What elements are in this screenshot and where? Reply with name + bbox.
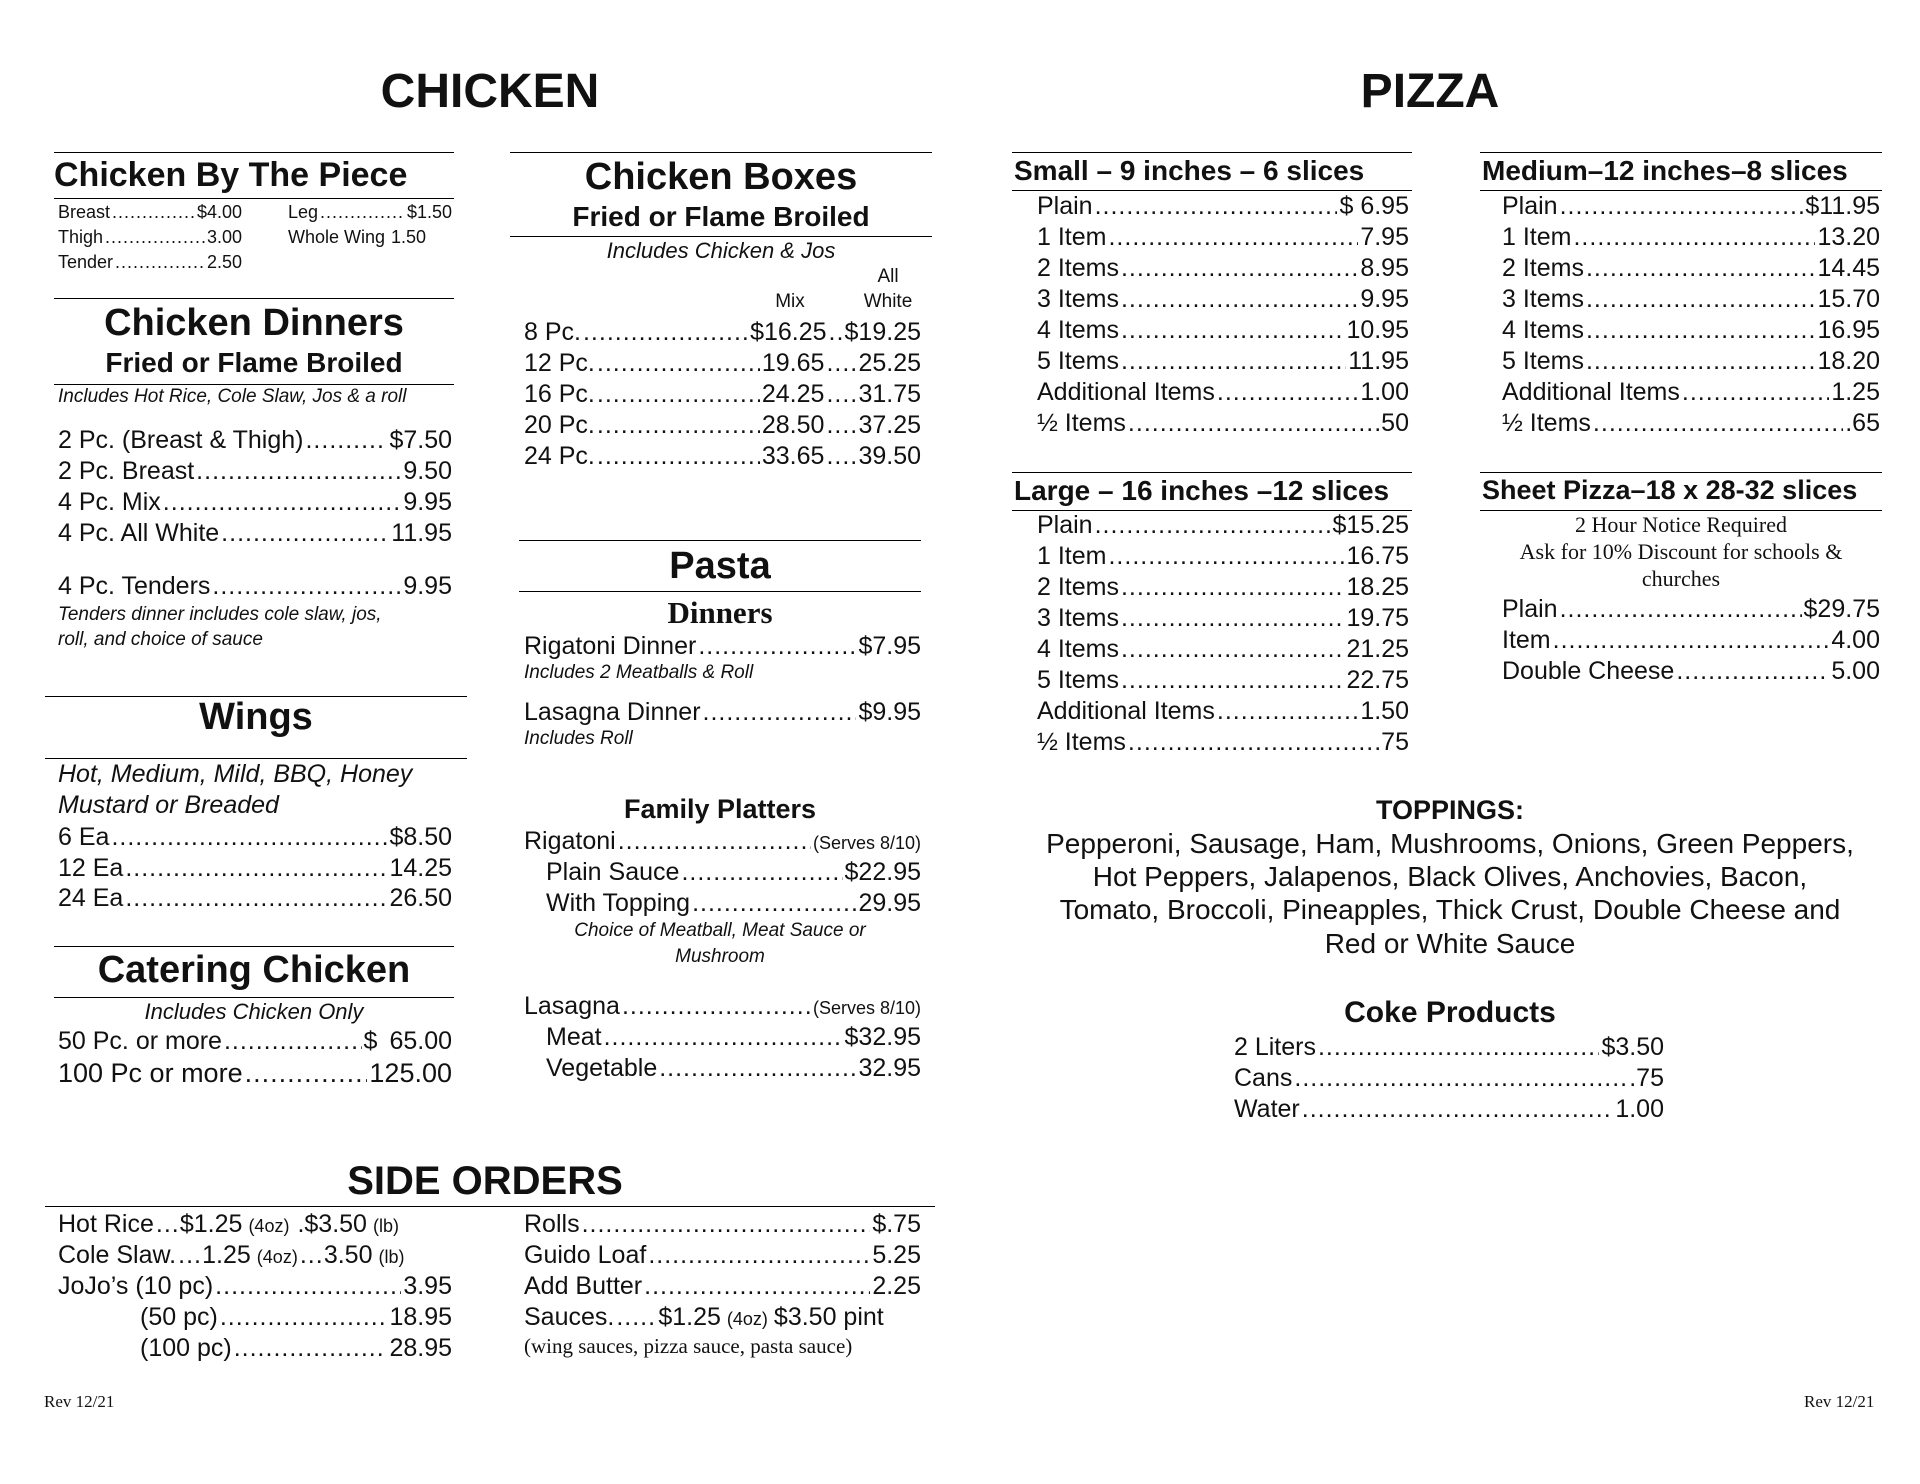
menu-item: With Topping ..... 29.95	[546, 889, 921, 918]
column-header-white: White	[863, 291, 913, 312]
menu-item: (50 pc) ..... 18.95	[140, 1303, 452, 1332]
pizza-medium-title: Medium–12 inches–8 slices	[1482, 155, 1848, 186]
menu-item: 24 Ea ..... 26.50	[58, 884, 452, 913]
menu-item: 2 Liters ..... $3.50	[1234, 1033, 1664, 1062]
divider	[1480, 152, 1882, 153]
menu-item: 20 Pc. ..... 28.50 ..... 37.25	[524, 411, 921, 440]
menu-item: Plain ..... $29.75	[1502, 595, 1880, 624]
menu-item: 1 Item ..... 7.95	[1037, 223, 1409, 252]
by-piece-title: Chicken By The Piece	[54, 156, 408, 194]
menu-item: Lasagna ..... (Serves 8/10)	[524, 992, 921, 1021]
menu-item: Whole Wing 1.50	[288, 227, 427, 247]
menu-item: Sauces. ..... $1.25 (4oz) $3.50 pint	[524, 1303, 921, 1332]
sheet-note: Ask for 10% Discount for schools &	[1519, 539, 1843, 564]
revision-right: Rev 12/21	[1804, 1392, 1875, 1411]
family-platters-title: Family Platters	[623, 794, 817, 824]
menu-item: 4 Items ..... 16.95	[1502, 316, 1880, 345]
pasta-subtitle: Dinners	[667, 595, 773, 630]
menu-item: Thigh ..... 3.00	[58, 227, 242, 248]
boxes-title: Chicken Boxes	[584, 156, 858, 198]
sheet-note: 2 Hour Notice Required	[1575, 512, 1787, 537]
pizza-small-title: Small – 9 inches – 6 slices	[1014, 155, 1365, 186]
pizza-large-title: Large – 16 inches –12 slices	[1014, 475, 1390, 506]
menu-item: Tender ..... 2.50	[58, 252, 242, 273]
divider	[510, 152, 932, 153]
revision-left: Rev 12/21	[44, 1392, 115, 1411]
menu-item: 2 Pc. (Breast & Thigh) ..... $7.50	[58, 426, 452, 455]
boxes-subtitle: Fried or Flame Broiled	[572, 201, 870, 232]
menu-item: Additional Items ..... 1.25	[1502, 378, 1880, 407]
menu-item: 24 Pc. ..... 33.65 ..... 39.50	[524, 442, 921, 471]
divider	[1480, 190, 1882, 191]
dinners-note: Includes Hot Rice, Cole Slaw, Jos & a roll	[58, 386, 407, 407]
menu-item: Water ..... 1.00	[1234, 1095, 1664, 1124]
tenders-note: Tenders dinner includes cole slaw, jos,	[58, 604, 382, 625]
divider	[519, 591, 921, 592]
menu-item: Add Butter ..... 2.25	[524, 1272, 921, 1301]
menu-item: 4 Pc. Mix ..... 9.95	[58, 488, 452, 517]
menu-item: Vegetable ..... 32.95	[546, 1054, 921, 1083]
menu-item: Leg ..... $1.50	[288, 202, 452, 223]
menu-item: Plain ..... $15.25	[1037, 511, 1409, 540]
platter-note: Mushroom	[675, 946, 765, 967]
pizza-sheet-title: Sheet Pizza–18 x 28-32 slices	[1482, 475, 1858, 505]
divider	[1480, 510, 1882, 511]
menu-item: 1 Item ..... 16.75	[1037, 542, 1409, 571]
menu-item: Plain Sauce ..... $22.95	[546, 858, 921, 887]
menu-item: ½ Items ..... .65	[1502, 409, 1880, 438]
platter-note: Choice of Meatball, Meat Sauce or	[574, 920, 866, 941]
menu-item: 1 Item ..... 13.20	[1502, 223, 1880, 252]
menu-item: 5 Items ..... 11.95	[1037, 347, 1409, 376]
menu-item: 4 Pc. All White ..... 11.95	[58, 519, 452, 548]
menu-item: Double Cheese ..... 5.00	[1502, 657, 1880, 686]
pizza-header: PIZZA	[1360, 65, 1500, 118]
menu-item: ½ Items ..... .50	[1037, 409, 1409, 438]
toppings-title: TOPPINGS:	[1375, 795, 1525, 825]
menu-item: 12 Ea ..... 14.25	[58, 854, 452, 883]
sauces-note: (wing sauces, pizza sauce, pasta sauce)	[524, 1334, 853, 1358]
menu-item: 2 Items ..... 8.95	[1037, 254, 1409, 283]
divider	[54, 384, 454, 385]
divider	[1012, 152, 1412, 153]
catering-title: Catering Chicken	[97, 949, 411, 991]
divider	[54, 997, 454, 998]
menu-item: 6 Ea ..... $8.50	[58, 823, 452, 852]
divider	[510, 236, 932, 237]
divider	[1480, 472, 1882, 473]
menu-item: Additional Items ..... 1.50	[1037, 697, 1409, 726]
divider	[54, 198, 454, 199]
menu-item: JoJo’s (10 pc) ..... 3.95	[58, 1272, 452, 1301]
pasta-title: Pasta	[669, 545, 771, 587]
wings-title: Wings	[199, 696, 313, 738]
menu-item: Rigatoni Dinner ..... $7.95	[524, 632, 921, 661]
menu-item: Cole Slaw. ..... 1.25 (4oz) ..... 3.50 (lb)	[58, 1241, 452, 1270]
menu-item: ½ Items ..... .75	[1037, 728, 1409, 757]
divider	[54, 298, 454, 299]
sheet-note: churches	[1641, 566, 1721, 591]
menu-item: Guido Loaf ..... 5.25	[524, 1241, 921, 1270]
menu-item: Additional Items ..... 1.00	[1037, 378, 1409, 407]
coke-title: Coke Products	[1344, 996, 1556, 1029]
boxes-note: Includes Chicken & Jos	[606, 238, 836, 263]
menu-item: 3 Items ..... 19.75	[1037, 604, 1409, 633]
menu-item: Rigatoni ..... (Serves 8/10)	[524, 827, 921, 856]
lasagna-note: Includes Roll	[524, 728, 633, 749]
tenders-note: roll, and choice of sauce	[58, 629, 263, 650]
column-header-all: All	[877, 266, 899, 287]
menu-item: 100 Pc or more ..... 125.00	[58, 1058, 452, 1089]
menu-item: Lasagna Dinner ..... $9.95	[524, 698, 921, 727]
menu-item: 2 Items ..... 14.45	[1502, 254, 1880, 283]
menu-item: 8 Pc. ..... $16.25 ..... $19.25	[524, 318, 921, 347]
menu-item: Cans ..... .75	[1234, 1064, 1664, 1093]
menu-item: 16 Pc. ..... 24.25 ..... 31.75	[524, 380, 921, 409]
menu-item: Plain ..... $11.95	[1502, 192, 1880, 221]
menu-item: 4 Pc. Tenders ..... 9.95	[58, 572, 452, 601]
menu-item: Meat ..... $32.95	[546, 1023, 921, 1052]
menu-item: 3 Items ..... 9.95	[1037, 285, 1409, 314]
divider	[45, 758, 467, 759]
menu-item: 4 Items ..... 10.95	[1037, 316, 1409, 345]
chicken-header: CHICKEN	[380, 65, 600, 118]
divider	[1012, 472, 1412, 473]
dinners-subtitle: Fried or Flame Broiled	[105, 347, 403, 378]
divider	[1012, 190, 1412, 191]
toppings-line: Pepperoni, Sausage, Ham, Mushrooms, Onions, Green Peppers,	[1046, 828, 1854, 859]
side-orders-title: SIDE ORDERS	[347, 1159, 623, 1203]
menu-item: 3 Items ..... 15.70	[1502, 285, 1880, 314]
menu-item: 2 Items ..... 18.25	[1037, 573, 1409, 602]
menu-item: 50 Pc. or more ..... $ 65.00	[58, 1027, 452, 1056]
divider	[54, 152, 454, 153]
menu-item: (100 pc) ..... 28.95	[140, 1334, 452, 1363]
rigatoni-note: Includes 2 Meatballs & Roll	[524, 662, 754, 683]
divider	[519, 540, 921, 541]
divider	[45, 1206, 935, 1207]
menu-item: 5 Items ..... 22.75	[1037, 666, 1409, 695]
menu-item: Item ..... 4.00	[1502, 626, 1880, 655]
toppings-line: Red or White Sauce	[1324, 928, 1576, 959]
toppings-line: Tomato, Broccoli, Pineapples, Thick Crust, Double Cheese and	[1059, 894, 1841, 925]
toppings-line: Hot Peppers, Jalapenos, Black Olives, Anchovies, Bacon,	[1092, 861, 1808, 892]
column-header-mix: Mix	[775, 291, 805, 312]
menu-item: 4 Items ..... 21.25	[1037, 635, 1409, 664]
menu-item: 2 Pc. Breast ..... 9.50	[58, 457, 452, 486]
catering-note: Includes Chicken Only	[144, 999, 364, 1024]
menu-item: Plain ..... $ 6.95	[1037, 192, 1409, 221]
wings-flavors: Mustard or Breaded	[58, 791, 279, 819]
wings-flavors: Hot, Medium, Mild, BBQ, Honey	[58, 760, 413, 788]
menu-item: Hot Rice ..... $1.25 (4oz) .$3.50 (lb)	[58, 1210, 452, 1239]
menu-item: Breast ..... $4.00	[58, 202, 242, 223]
divider	[54, 946, 454, 947]
menu-item: 12 Pc. ..... 19.65 ..... 25.25	[524, 349, 921, 378]
menu-item: Rolls ..... $.75	[524, 1210, 921, 1239]
dinners-title: Chicken Dinners	[104, 302, 404, 344]
menu-item: 5 Items ..... 18.20	[1502, 347, 1880, 376]
